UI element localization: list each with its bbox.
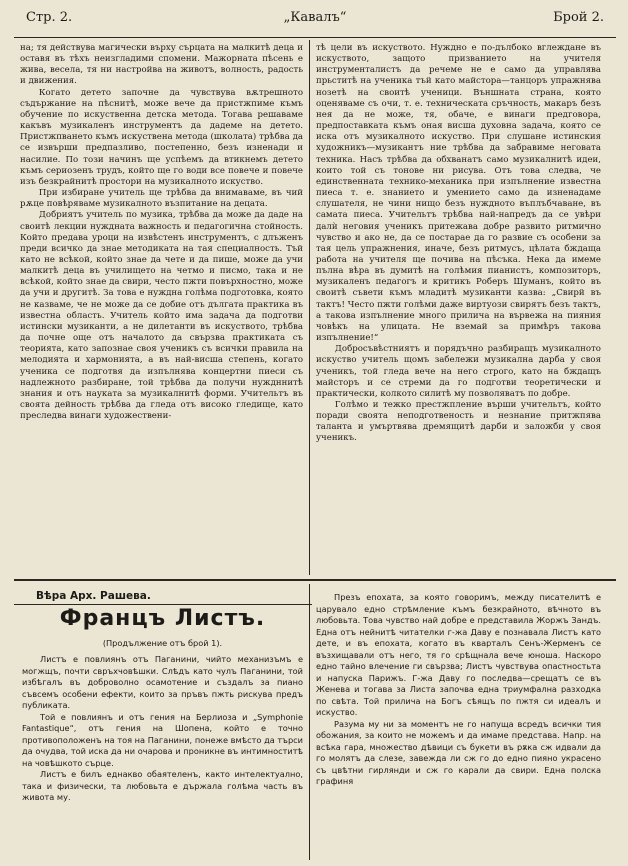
header-rule xyxy=(14,37,616,38)
article-author: Вѣра Арх. Рашева. xyxy=(36,590,151,602)
paragraph: При избиране учитель ще трѣбва да внимаваме, въ чий рѫце повѣряваме музикалното възпитание на децата. xyxy=(20,188,303,210)
newspaper-title: „Кавалъ“ xyxy=(283,10,347,25)
paragraph: Листъ е билъ еднакво обаятеленъ, както интелектуално, така и физически, та любовьта е държала голѣма часть въ живота му. xyxy=(22,769,303,802)
article-subtitle: (Продължение отъ брой 1). xyxy=(102,638,223,648)
paragraph: Добросъвѣстниятъ и порядъчно разбиращъ музикалното искуство учитель щомъ забележи музикална дарба у своя ученикъ, той гледа вече на него строго, като на бждащъ майсторъ и се стреми да го подготви теоретически и практически, колкото силитѣ му позволяватъ по добре. xyxy=(316,344,601,399)
column-bottom-left xyxy=(22,654,303,859)
paragraph: Добриятъ учитель по музика, трѣбва да може да даде на своитѣ лекции нуждната важность и педагогична стойность. Който предава уроци на извѣстенъ инструментъ, с длъженъ преди всичко да знае методиката на тая специалность. Тъй като не всѣкой, който знае да чете и да пише, може да учи малкитѣ деца въ училището на четмо и писмо, така и не всѣкой, който знае да свири, често пжти повърхностно, може да учи и другитѣ. За това е нуждна голѣма подготовка, която не казваме, че не може да се добие отъ дългата практика въ известна область. Учитель който има задача да подготви истински музиканти, а не дилетанти въ искуството, трѣбва да почне още отъ началото да свързва практиката съ теорията, като запознае своя ученикъ съ всички правила на мелодията и хармонията, а въ най-висша степень, когато ученика се подготвя да изпълнява концертни пиеси съ надлежното разбиране, той трѣбва да получи нуждннитѣ знания и отъ науката за музикалнитѣ форми. Учительтъ въ своята дейность трѣбва да гледа отъ високо гледище, като преследва винаги художествени- xyxy=(20,210,303,422)
column-bottom-right xyxy=(316,592,601,860)
column-divider-bottom xyxy=(309,584,310,860)
column-divider-top xyxy=(309,40,310,575)
paragraph: Листъ е повлиянъ отъ Паганини, чийто механизъмъ е могжщъ, почти свръхчовѣшки. Слѣдъ като чулъ Паганини, той избѣгалъ въ доброволно осамотение и създалъ за пиано съвсемъ особени ефекти, които за пръвъ пжть рискува предъ публиката. xyxy=(22,654,303,710)
paragraph: Когато детето започне да чувствува вѫтрешното съдържание на пѣснитѣ, може вече да пристжпимe къмъ обучение по искуственна детска метода. Тогава решаваме какъвъ музикаленъ инструментъ да дадеме на детето. Пристжпването къмъ искуствена метода (школата) трѣбва да се извърши предпазливо, постепенно, безъ изненади и насилие. По този начинъ ще успѣемъ да втикнемъ детето къмъ сериозенъ трудъ, който ще го води все повече и повече изъ безкрайнитѣ простори на музикалното искуство. xyxy=(20,87,303,187)
section-rule xyxy=(14,579,616,581)
column-top-left xyxy=(20,43,303,573)
paragraph: на; тя действува магически върху сърцата на малкитѣ деца и оставя въ тѣхъ неизгладими спомени. Мажорната пѣсень е жива, весела, тя ни настройва на животъ, волность, радость и движения. xyxy=(20,43,303,87)
paragraph: Голѣмо и тежко престжпление върши учительтъ, който поради своята неподготвеность и незнание притжпява таланта и умъртвява дремящитѣ дарби и заложби у своя ученикъ. xyxy=(316,400,601,444)
paragraph: Той е повлиянъ и отъ гения на Берлиоза и „Symphonie Fantastique“, отъ гения на Шопена, който е точно противоположенъ на тоя на Паганини, понеже вмѣсто да търси да очудва, той иска да ни очарова и проникне въ интимноститѣ на човѣшкото сърце. xyxy=(22,711,303,768)
issue-number: Брой 2. xyxy=(553,10,604,25)
page-header xyxy=(14,6,616,28)
article-title: Францъ Листъ. xyxy=(59,606,266,631)
page-number: Стр. 2. xyxy=(26,10,73,25)
paragraph: тѣ цели въ искуството. Нуждно е по-дълбоко вглеждане въ искуството, защото призванието на учителя инструменталистъ да речеме не е само да управлява прьститѣ на ученика тъй като майстора—танцоръ упражнява нозетѣ на своитѣ ученици. Външната страна, която оценяваме съ очи, т. е. техническата сръчность, макаръ безъ нея да не може, тя, обаче, е винаги предговора, предпоставката къмъ оная висша духовна задача, която се иска отъ музикалното искуство. При слушане истинския художникъ—музикантъ ние трѣбва да забравиме неговата техника. Насъ трѣбва да обхванатъ само музикалнитѣ идеи, които той съ тонове ни рисува. Отъ това следва, че единственната технико-механика при изпълнение известна пиеса т. е. знанието и умението само да изненадаме слушателя, не чини нищо безъ нуждното въплъбчаване, въ самата пиеса. Учительтъ трѣбва най-напредъ да се увѣри далѝ неговия ученикъ притежава добре развито ритмично чувство и ако не, да се постарае да го развие съ особени за тая цель упражнения, иначе, безъ ритмусъ, цѣлата бждаща работа на учителя ще почива на пѣсъка. Нека да имеме пълна вѣра въ думитѣ на голѣмия пианистъ, композиторъ, музикаленъ педагогъ и критикъ Роберъ Шуманъ, който въ своитѣ съвети къмъ младитѣ музиканти казва: „Свирй въ тактъ! Често пжти голѣми даже виртуози свирятъ безъ тактъ, а такова изпълнение много прилича на вървежа на пияния човѣкъ на улицата. Не вземай за примѣръ такова изпълнение!“ xyxy=(316,43,601,344)
author-rule xyxy=(14,604,312,605)
column-top-right xyxy=(316,43,601,573)
paragraph: Разума му ни за моментъ не го напуща всредъ всички тия обожания, за които не можемъ и да имаме представа. Напр. на всѣка гара, множество дѣвици съ букети въ рѫка сж идвали да го молятъ да слезе, завежда ли сж го до едно пияно украсено съ цвѣтни гирлянди и сж го карали да свири. Една полска графиня xyxy=(316,718,601,786)
paragraph: Презъ епохата, за която говоримъ, между писателитѣ е царувало едно стрѣмление къмъ безкрайното, вѣчното въ любовьта. Това чувство най добре е представила Жоржъ Зандъ. Една отъ нейнитѣ читателки г-жа Даву е познавала Листъ като дете, и въ епохата, когато въ кварталъ Сенъ-Жерменъ се възхищавали отъ него, тя го срѣщнала вече юноша. Наскоро едно тайно влечение ги свързва; Листъ чувствува опастностьта и напуска Парижъ. Г-жа Даву го последва—срещатъ се въ Женева и тогава за Листа започва една триумфална разходка по свѣта. Той прилича на Богъ сѣящъ по пжтя си идеалъ и искуство. xyxy=(316,592,601,717)
